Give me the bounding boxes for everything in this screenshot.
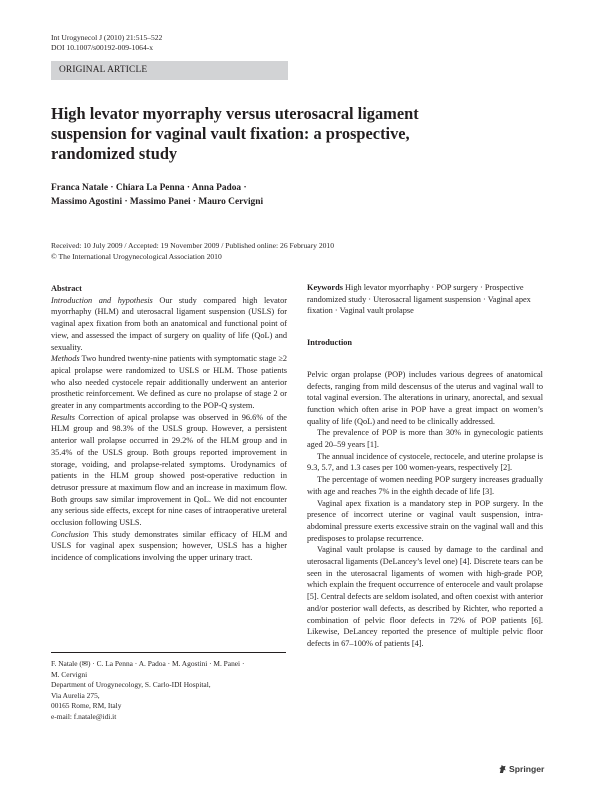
citation-link[interactable]: [4]: [411, 638, 422, 648]
intro-paragraph: Vaginal apex fixation is a mandatory step in POP surgery. In the presence of incorrect uterine or vaginal vault suspension, intra-abdominal pressure exerts excessive strain on the vaginal wall and this predisposes to prolapse recurrence.: [307, 498, 543, 543]
title-line: High levator myorraphy versus uterosacral ligament: [51, 104, 419, 123]
publisher-logo: [498, 764, 544, 774]
abstract-conclusion-text: This study demonstrates similar efficacy of HLM and USLS for vaginal apex suspension; however, USLS has a higher incidence of complications involving the upper urinary tract.: [51, 529, 287, 563]
affiliation-street: Via Aurelia 275,: [51, 690, 100, 700]
article-type-bar: [51, 61, 288, 80]
paragraph-text: The prevalence of POP is more than 30% in gynecologic patients aged 20–59 years: [307, 428, 543, 450]
publication-dates: [51, 241, 334, 262]
intro-paragraph: [307, 474, 543, 497]
author-line: Franca Natale · Chiara La Penna · Anna Padoa ·: [51, 183, 247, 193]
intro-paragraph: [307, 544, 543, 649]
publisher-name: Springer: [509, 764, 545, 774]
abstract-results: [51, 412, 287, 529]
abstract-methods-label: Methods: [51, 354, 80, 364]
affiliation-authors: M. Cervigni: [51, 669, 88, 679]
abstract-conclusion: [51, 529, 287, 564]
intro-paragraph: Pelvic organ prolapse (POP) includes various degrees of anatomical defects, ranging from mild descensus of the uterus and vaginal wall to total vaginal eversion. The alterations in urinary, anorectal, and sexual function which often arise in POP have a great impact on women’s quality of life (QoL) and need to be clinically addressed.: [307, 369, 543, 426]
article-type-label: ORIGINAL ARTICLE: [59, 65, 148, 75]
citation-link[interactable]: [5]: [307, 592, 317, 602]
paragraph-text: . Discrete tears can be seen in the uterosacral ligaments of women with high-grade POP, which explain the frequent occurrence of enterocele and vault prolapse: [307, 557, 543, 590]
abstract-results-label: Results: [51, 412, 75, 422]
springer-horse-icon: [498, 764, 507, 774]
author-line: Massimo Agostini · Massimo Panei · Mauro Cervigni: [51, 197, 264, 207]
paragraph-text: .: [492, 486, 495, 496]
keywords-text: High levator myorrhaphy · POP surgery · Prospective randomized study · Uterosacral ligament suspension · Vaginal apex fixation · Vaginal vault prolapse: [307, 283, 531, 316]
paragraph-text: Vaginal vault prolapse is caused by damage to the cardinal and uterosacral ligaments (DeLancey’s level one): [307, 545, 543, 567]
title-line: suspension for vaginal vault fixation: a prospective,: [51, 123, 410, 143]
copyright-line: © The International Urogynecological Association 2010: [51, 251, 222, 261]
citation-link[interactable]: [4]: [459, 557, 470, 567]
citation-link[interactable]: [2]: [500, 463, 510, 473]
author-list: [51, 181, 351, 209]
abstract-methods-text: Two hundred twenty-nine patients with symptomatic stage ≥2 apical prolapse were randomized to USLS or HLM. Those patients who also needed cystocele repair additionally underwent an anterior prosthetic reinforcement. We defined as cure no prolapse of stage 2 or greater in any compartments according to the POP-Q system.: [51, 354, 287, 411]
abstract-introduction: [51, 295, 287, 354]
journal-citation: Int Urogynecol J (2010) 21:515–522: [51, 33, 163, 42]
abstract-intro-text: Our study compared high levator myorrhaphy (HLM) and uterosacral ligament suspension (USLS) for vaginal apex fixation from both an anatomical and functional point of view, and assessed the impact of surgery on quality of life (QoL) and sexuality.: [51, 295, 287, 352]
main-text-column: [307, 282, 543, 650]
abstract-methods: [51, 353, 287, 412]
paragraph-text: .: [510, 463, 513, 473]
citation-link[interactable]: [1]: [367, 440, 377, 450]
abstract-heading: Abstract: [51, 284, 82, 293]
paragraph-text: The annual incidence of cystocele, rectocele, and uterine prolapse is 9.3, 5.7, and 1.3 cases per 100 women-years, respectively: [307, 451, 543, 473]
affiliation: [51, 659, 287, 723]
dates-line: Received: 10 July 2009 / Accepted: 19 November 2009 / Published online: 26 February 2010: [51, 241, 335, 250]
abstract-conclusion-label: Conclusion: [51, 529, 89, 539]
affiliation-email[interactable]: e-mail: f.natale@idi.it: [51, 711, 117, 721]
paragraph-text: . Central defects are seldom isolated, and often coexist with anterior and/or posterior wall defects, as described by Richter, who reported a combination of pelvic floor defects in 72% of POP patients: [307, 592, 543, 625]
title-line: randomized study: [51, 143, 178, 163]
intro-paragraph: [307, 451, 543, 474]
keywords: [307, 282, 543, 317]
introduction-heading: Introduction: [307, 338, 353, 348]
affiliation-city: 00165 Rome, RM, Italy: [51, 701, 122, 711]
footnote-divider: [51, 652, 286, 653]
paper-title: [51, 104, 491, 163]
affiliation-authors: F. Natale (✉) · C. La Penna · A. Padoa · M. Agostini · M. Panei ·: [51, 659, 245, 668]
citation-link[interactable]: [3]: [482, 486, 492, 496]
abstract-results-text: Correction of apical prolapse was observed in 96.6% of the HLM group and 98.3% of the USLS group. However, a persistent anterior wall prolapse occurred in 29.2% of the HLM group and in 35.4% of the USLS group. Both groups reported improvement in storage, voiding, and prolapse-related symptoms. Urodynamics of patients in the HLM group showed post-operative reduction in detrusor pressure at maximum flow and an increase in maximum flow. Both groups saw similar improvement in QoL. We did not encounter any serious side effects, except for nine cases of intraoperative ureteral occlusion following USLS.: [51, 412, 287, 528]
paragraph-text: .: [376, 440, 379, 450]
affiliation-department: Department of Urogynecology, S. Carlo-IDI Hospital,: [51, 680, 211, 690]
keywords-heading: Keywords: [307, 283, 343, 292]
paragraph-text: .: [421, 638, 424, 648]
citation-link[interactable]: [6]: [531, 615, 541, 625]
abstract: [51, 283, 287, 564]
doi: DOI 10.1007/s00192-009-1064-x: [51, 43, 154, 52]
intro-paragraph: [307, 427, 543, 450]
paragraph-text: . Likewise, DeLancey reported the presence of multiple pelvic floor defects in 67–100% of patients: [307, 615, 543, 648]
paragraph-text: The percentage of women needing POP surgery increases gradually with age and reaches 7% in the eighth decade of life: [307, 475, 543, 496]
abstract-intro-label: Introduction and hypothesis: [51, 295, 153, 305]
